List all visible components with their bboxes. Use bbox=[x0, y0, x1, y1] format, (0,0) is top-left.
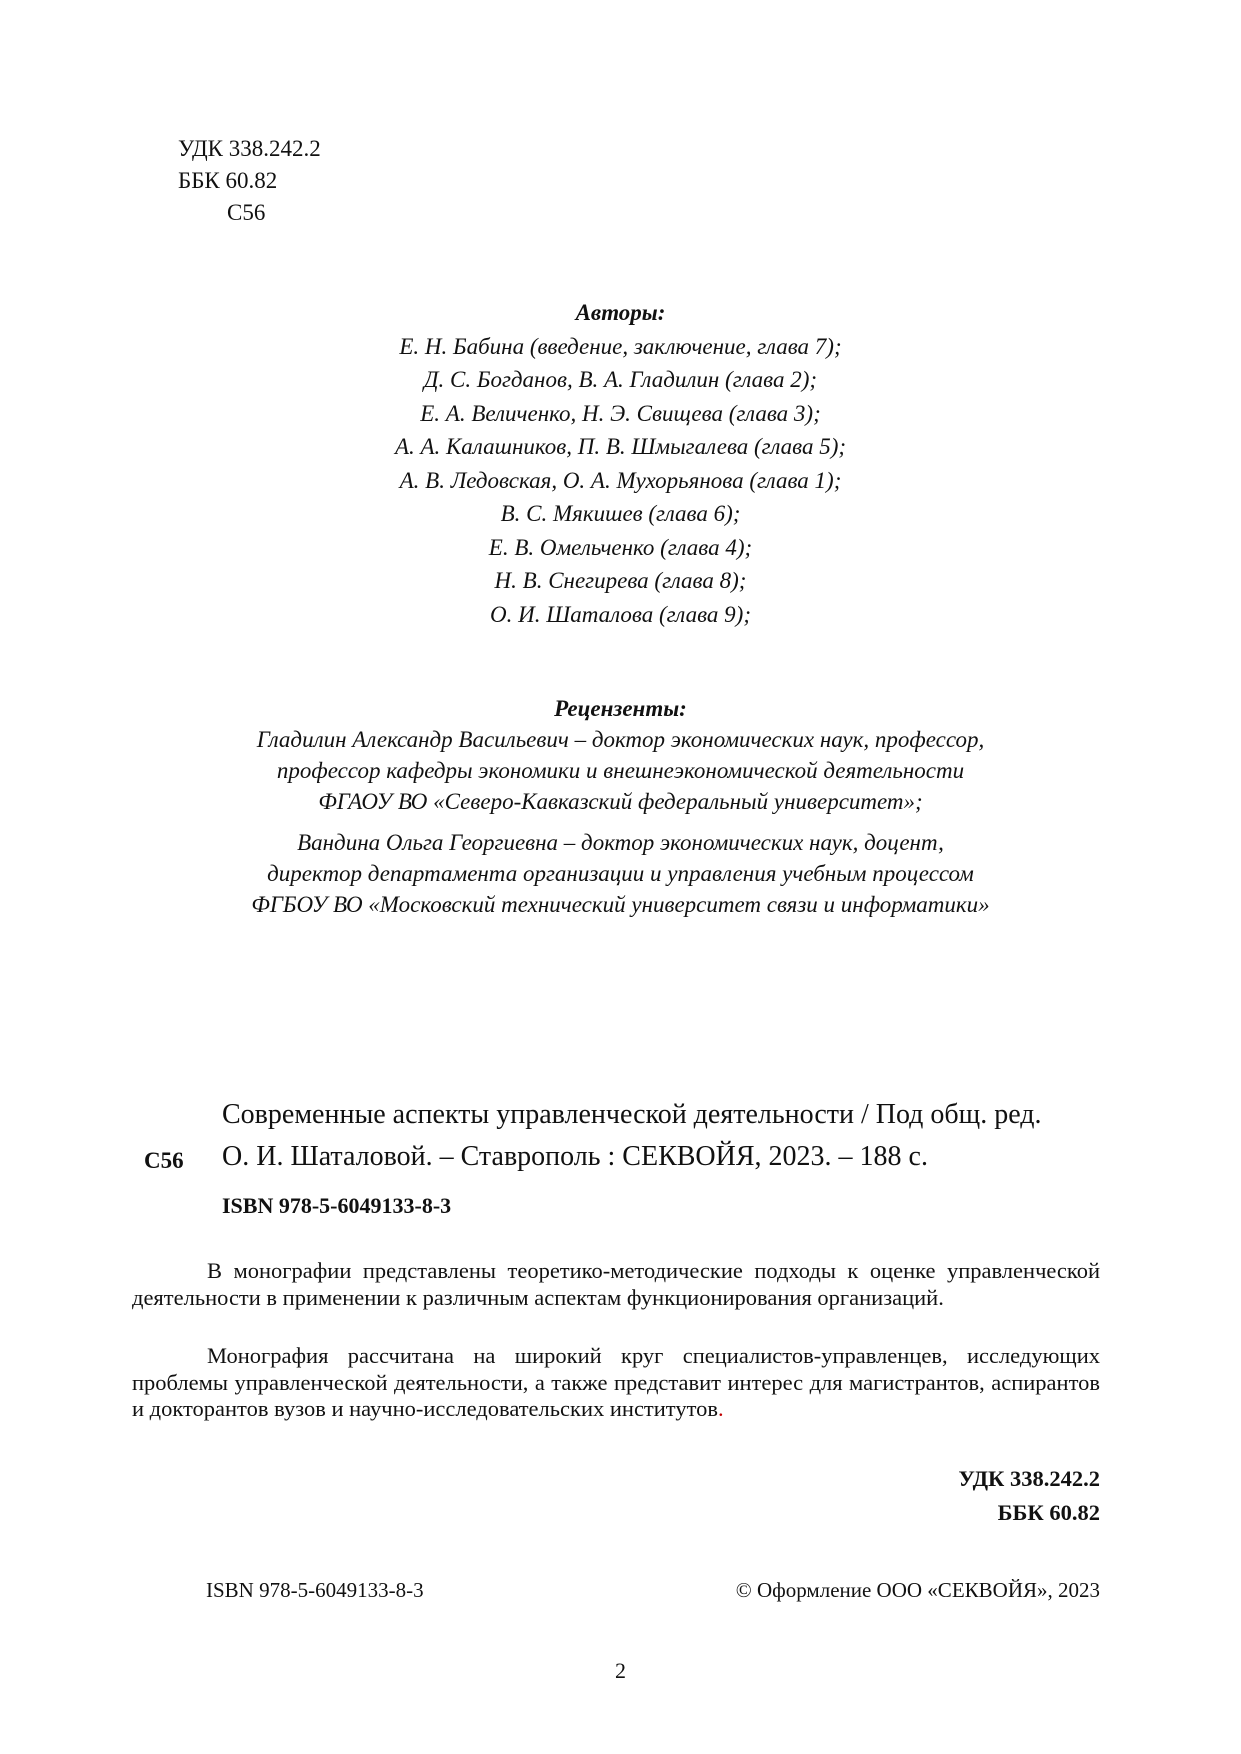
udk-index: УДК 338.242.2 bbox=[178, 136, 321, 161]
author-line: А. В. Ледовская, О. А. Мухорьянова (глава 1); bbox=[399, 467, 842, 493]
reviewer1-line: ФГАОУ ВО «Северо-Кавказский федеральный университет»; bbox=[318, 789, 923, 814]
abstract-text-2-body: Монография рассчитана на широкий круг специалистов-управленцев, исследующих проблемы управленческой деятельности, а также представит интерес для магистрантов, аспирантов и докторантов вузов и научно-исследовательских институтов bbox=[132, 1343, 1100, 1421]
author-line: А. А. Калашников, П. В. Шмыгалева (глава 5); bbox=[394, 434, 847, 459]
bib-author-sign: С56 bbox=[144, 1148, 184, 1173]
reviewer2-line: ФГБОУ ВО «Московский технический университет связи и информатики» bbox=[251, 892, 990, 917]
abstract-text-1: В монографии представлены теоретико-методические подходы к оценке управленческой деятельности в применении к различным аспектам функционирования организаций. bbox=[132, 1258, 1100, 1310]
bib-title-line: Современные аспекты управленческой деятельности / Под общ. ред. bbox=[222, 1099, 1042, 1130]
reviewer2-line: Вандина Ольга Георгиевна – доктор экономических наук, доцент, bbox=[297, 830, 944, 855]
author-line: О. И. Шаталова (глава 9); bbox=[489, 601, 752, 627]
footer-isbn: ISBN 978-5-6049133-8-3 bbox=[206, 1578, 424, 1602]
bib-isbn: ISBN 978-5-6049133-8-3 bbox=[222, 1193, 452, 1218]
bbk-index: ББК 60.82 bbox=[178, 168, 278, 193]
reviewer2-line: директор департамента организации и управления учебным процессом bbox=[267, 861, 974, 886]
reviewer1-line: профессор кафедры экономики и внешнеэкономической деятельности bbox=[276, 758, 965, 783]
author-line: В. С. Мякишев (глава 6); bbox=[500, 501, 741, 526]
authors-section bbox=[0, 296, 1241, 631]
bottom-bbk: ББК 60.82 bbox=[997, 1500, 1100, 1525]
abstract-text-2 bbox=[132, 1343, 1100, 1423]
bottom-udk: УДК 338.242.2 bbox=[958, 1466, 1100, 1491]
author-line: Е. В. Омельченко (глава 4); bbox=[488, 534, 753, 560]
footer-copyright: © Оформление ООО «СЕКВОЙЯ», 2023 bbox=[735, 1578, 1100, 1602]
author-line: Д. С. Богданов, В. А. Гладилин (глава 2); bbox=[423, 367, 818, 392]
reviewer1-line: Гладилин Александр Васильевич – доктор экономических наук, профессор, bbox=[256, 727, 985, 752]
reviewers-section bbox=[0, 693, 1241, 920]
reviewer-gap bbox=[0, 817, 1241, 827]
page-number: 2 bbox=[615, 1658, 626, 1683]
reviewers-heading: Рецензенты: bbox=[554, 696, 687, 721]
abstract-paragraph-1 bbox=[132, 1258, 1100, 1311]
author-line: Е. А. Величенко, Н. Э. Свищева (глава 3); bbox=[420, 400, 821, 426]
abstract-end-dot: . bbox=[718, 1396, 724, 1421]
author-sign: С56 bbox=[227, 200, 266, 225]
author-line: Н. В. Снегирева (глава 8); bbox=[494, 568, 747, 593]
bib-publisher-line: О. И. Шаталовой. – Ставрополь : СЕКВОЙЯ, 2023. – 188 с. bbox=[222, 1141, 928, 1172]
author-line: Е. Н. Бабина (введение, заключение, глава 7); bbox=[399, 333, 842, 359]
abstract-paragraph-2 bbox=[132, 1343, 1100, 1423]
authors-heading: Авторы: bbox=[575, 300, 666, 325]
